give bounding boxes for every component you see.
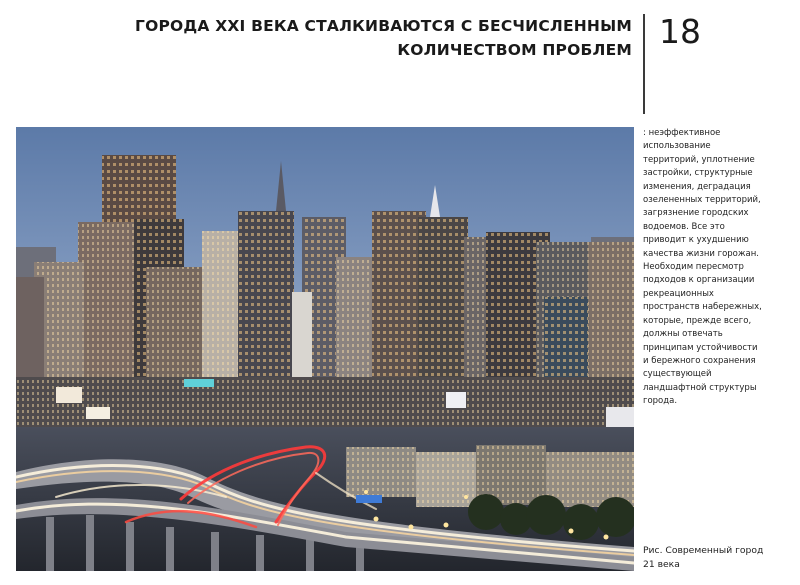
body-line: подходов к организации [643, 275, 755, 286]
body-line: использование [643, 141, 711, 152]
city-photo [16, 127, 634, 571]
body-line: рекреационных [643, 288, 714, 299]
body-line: существующей [643, 369, 712, 380]
caption-line-2: 21 века [643, 559, 680, 570]
caption-line-1: Рис. Современный город [643, 545, 764, 556]
body-line: ландшафтной структуры [643, 382, 757, 393]
body-line: пространств набережных, [643, 302, 762, 313]
body-line: и бережного сохранения [643, 355, 756, 366]
body-line: качества жизни горожан. [643, 248, 760, 259]
body-line: принципам устойчивости [643, 342, 758, 353]
slide-title-line-2: КОЛИЧЕСТВОМ ПРОБЛЕМ [397, 41, 632, 59]
body-line: : неэффективное [643, 128, 721, 138]
body-line: территорий, уплотнение [643, 154, 755, 165]
page-number: 18 [659, 12, 701, 51]
body-line: Необходим пересмотр [643, 262, 744, 273]
figure-caption [643, 544, 793, 572]
body-line: озелененных территорий, [643, 195, 761, 206]
body-line: которые, прежде всего, [643, 315, 752, 326]
slide-title [32, 14, 632, 62]
body-line: города. [643, 396, 678, 407]
slide-title-line-1: ГОРОДА XXI ВЕКА СТАЛКИВАЮТСЯ С БЕСЧИСЛЕННЫМ [135, 17, 632, 35]
body-text [643, 127, 793, 409]
body-line: приводит к ухудшению [643, 235, 749, 246]
body-line: изменения, деградация [643, 181, 751, 192]
body-line: загрязнение городских [643, 208, 749, 219]
body-line: застройки, структурные [643, 168, 753, 179]
title-divider [643, 14, 645, 114]
body-line: должны отвечать [643, 329, 723, 340]
body-line: водоемов. Все это [643, 221, 725, 232]
